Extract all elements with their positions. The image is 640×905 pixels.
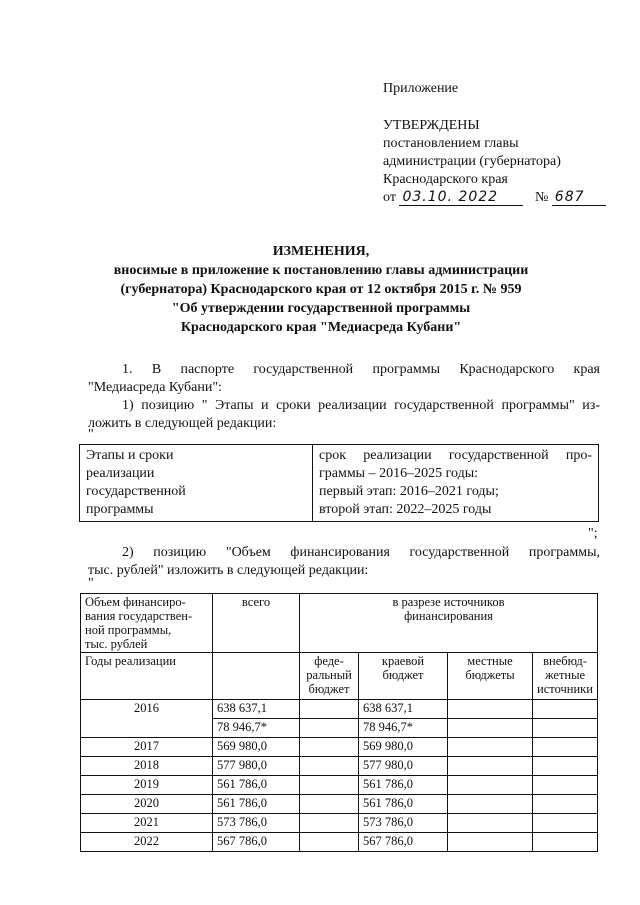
- year-cell: 2020: [81, 795, 213, 814]
- regional-cell: 573 786,0: [359, 814, 448, 833]
- total-cell: 561 786,0: [213, 795, 300, 814]
- table-row: [81, 776, 598, 795]
- total-cell: 577 980,0: [213, 757, 300, 776]
- extra-cell: [533, 814, 598, 833]
- total-cell: 569 980,0: [213, 738, 300, 757]
- local-cell: [448, 833, 533, 852]
- table-row: [81, 814, 598, 833]
- regional-cell: 561 786,0: [359, 776, 448, 795]
- regional-cell: 638 637,1: [359, 700, 448, 719]
- header-sources: в разрезе источников финансирования: [300, 594, 598, 653]
- header-blank: [213, 653, 300, 700]
- federal-cell: [300, 738, 359, 757]
- approval-date-line: [383, 189, 606, 207]
- local-cell: [448, 795, 533, 814]
- header-years: Годы реализации: [81, 653, 213, 700]
- handwritten-number: 687: [552, 189, 606, 206]
- federal-cell: [300, 757, 359, 776]
- regional-cell: 561 786,0: [359, 795, 448, 814]
- federal-cell: [300, 776, 359, 795]
- extra-cell: [533, 776, 598, 795]
- header-regional: краевой бюджет: [359, 653, 448, 700]
- stages-label-cell: Этапы и сроки реализации государственной программы: [80, 445, 313, 522]
- federal-cell: [300, 795, 359, 814]
- extra-cell: [533, 700, 598, 719]
- document-title: [80, 242, 562, 337]
- extra-cell: [533, 738, 598, 757]
- year-cell: 2022: [81, 833, 213, 852]
- paragraph-line: 1. В паспорте государственной программы Краснодарского края: [122, 362, 600, 377]
- extra-cell: [533, 833, 598, 852]
- number-prefix: №: [534, 190, 549, 205]
- title-line: вносимые в приложение к постановлению главы администрации: [113, 263, 529, 278]
- local-cell: [448, 757, 533, 776]
- table-row: [81, 738, 598, 757]
- federal-cell: [300, 700, 359, 719]
- approval-line: постановлением главы: [383, 136, 519, 151]
- total-cell: 638 637,1: [213, 700, 300, 719]
- quote-close: ";: [588, 526, 598, 541]
- paragraph-2: [88, 397, 600, 433]
- header-total: всего: [213, 594, 300, 653]
- appendix-label: Приложение: [383, 81, 459, 96]
- title-line: (губернатора) Краснодарского края от 12 октября 2015 г. № 959: [120, 282, 522, 297]
- federal-cell: [300, 719, 359, 738]
- approved-label: УТВЕРЖДЕНЫ: [383, 118, 480, 133]
- total-cell: 573 786,0: [213, 814, 300, 833]
- total-cell: 78 946,7*: [213, 719, 300, 738]
- stages-table: [79, 444, 599, 522]
- header-volume: Объем финансиро- вания государствен- ной программы, тыс. рублей: [81, 594, 213, 653]
- table-row: [81, 757, 598, 776]
- extra-cell: [533, 795, 598, 814]
- year-cell: 2021: [81, 814, 213, 833]
- title-line: ИЗМЕНЕНИЯ,: [272, 244, 370, 259]
- table-row: [81, 700, 598, 719]
- paragraph-3: [88, 544, 600, 580]
- federal-cell: [300, 833, 359, 852]
- local-cell: [448, 776, 533, 795]
- regional-cell: 577 980,0: [359, 757, 448, 776]
- paragraph-line: 2) позицию "Объем финансирования государственной программы,: [122, 545, 600, 560]
- quote-open: ": [88, 427, 94, 442]
- approval-block: [383, 80, 606, 207]
- local-cell: [448, 700, 533, 719]
- regional-cell: 569 980,0: [359, 738, 448, 757]
- regional-cell: 78 946,7*: [359, 719, 448, 738]
- total-cell: 561 786,0: [213, 776, 300, 795]
- header-local: местные бюджеты: [448, 653, 533, 700]
- approval-line: Краснодарского края: [383, 172, 508, 187]
- approval-line: администрации (губернатора): [383, 154, 561, 169]
- paragraph-line: "Медиасреда Кубани":: [88, 380, 222, 395]
- paragraph-line: тыс. рублей" изложить в следующей редакции:: [88, 563, 369, 578]
- title-line: "Об утверждении государственной программы: [171, 301, 471, 316]
- total-cell: 567 786,0: [213, 833, 300, 852]
- year-cell: 2019: [81, 776, 213, 795]
- year-cell: 2016: [81, 700, 213, 738]
- quote-open-2: ": [88, 576, 94, 591]
- financing-table: [80, 593, 598, 852]
- title-line: Краснодарского края "Медиасреда Кубани": [180, 320, 462, 335]
- local-cell: [448, 738, 533, 757]
- header-extra: внебюд- жетные источники: [533, 653, 598, 700]
- regional-cell: 567 786,0: [359, 833, 448, 852]
- year-cell: 2018: [81, 757, 213, 776]
- stages-value-cell: срок реализации государственной про- граммы – 2016–2025 годы: первый этап: 2016–2021 годы; второй этап: 2022–2025 годы: [313, 445, 599, 522]
- paragraph-1: [88, 361, 600, 397]
- paragraph-line: ложить в следующей редакции:: [88, 416, 277, 431]
- table-row: [81, 795, 598, 814]
- date-prefix: от: [383, 190, 396, 205]
- table-row: [81, 833, 598, 852]
- federal-cell: [300, 814, 359, 833]
- year-cell: 2017: [81, 738, 213, 757]
- header-federal: феде- ральный бюджет: [300, 653, 359, 700]
- paragraph-line: 1) позицию " Этапы и сроки реализации государственной программы" из-: [122, 398, 600, 413]
- local-cell: [448, 719, 533, 738]
- extra-cell: [533, 719, 598, 738]
- local-cell: [448, 814, 533, 833]
- extra-cell: [533, 757, 598, 776]
- handwritten-date: 03.10. 2022: [399, 189, 523, 206]
